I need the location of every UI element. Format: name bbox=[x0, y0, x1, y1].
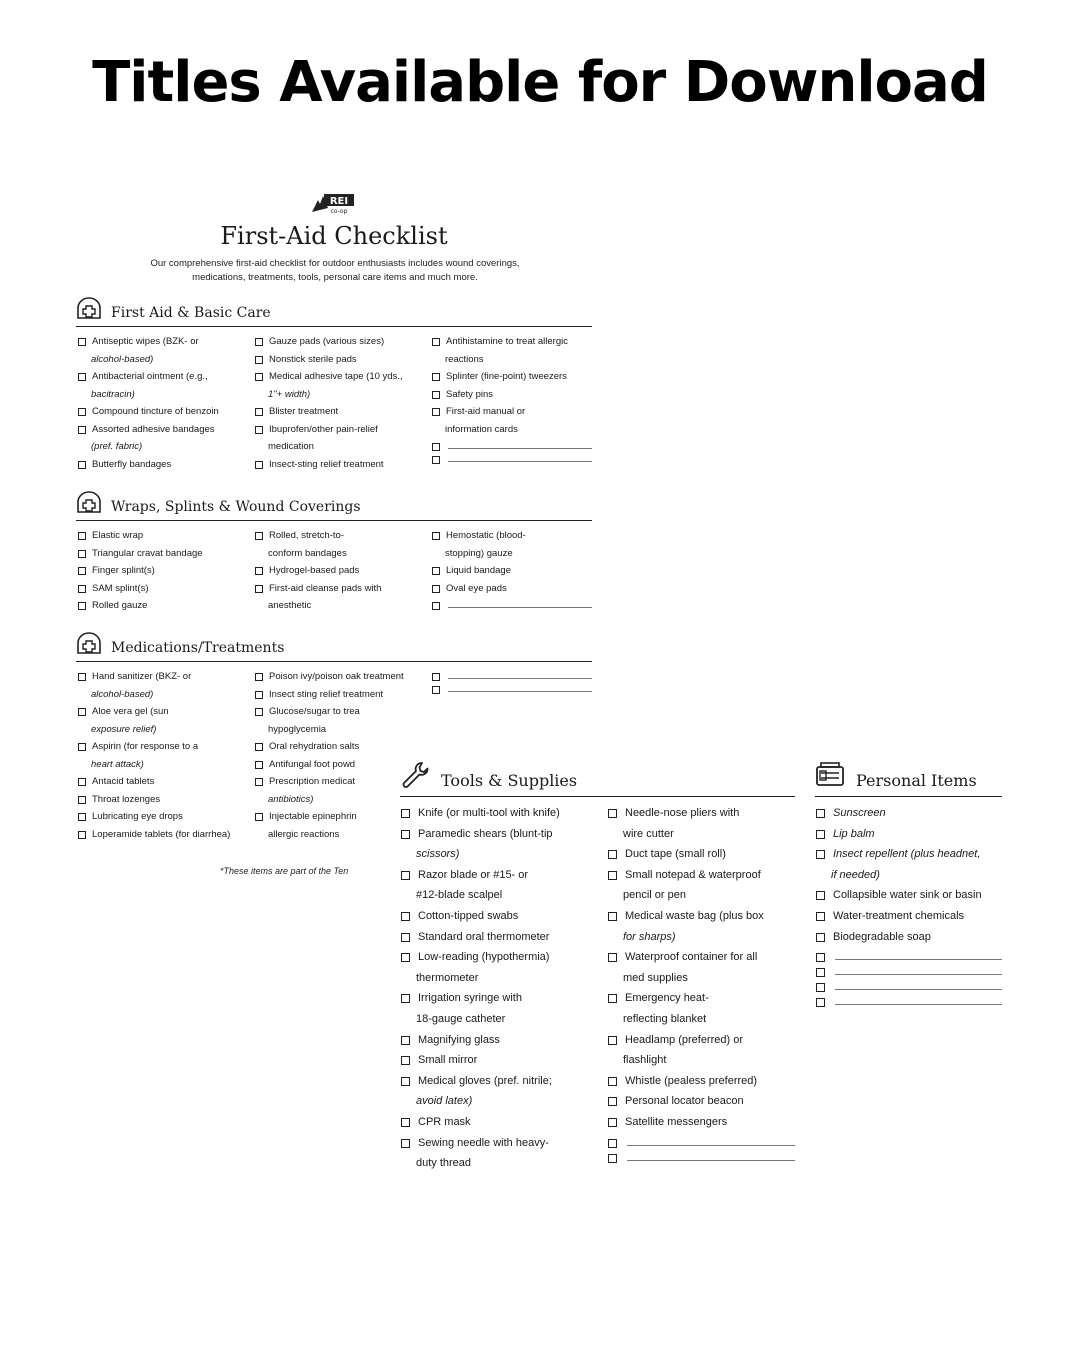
checklist-item[interactable]: Aspirin (for response to a bbox=[78, 738, 248, 756]
blank-checklist-item[interactable] bbox=[816, 962, 1002, 977]
checkbox[interactable] bbox=[401, 1056, 410, 1065]
checklist-item-cont: bacitracin) bbox=[91, 388, 135, 400]
blank-line[interactable] bbox=[835, 992, 1002, 1005]
checklist-item[interactable]: Rolled, stretch-to- bbox=[255, 527, 425, 545]
checkbox[interactable] bbox=[401, 1118, 410, 1127]
checkbox[interactable] bbox=[255, 813, 263, 821]
blank-checklist-item[interactable] bbox=[432, 451, 592, 464]
checkbox[interactable] bbox=[432, 602, 440, 610]
checklist-item[interactable]: Emergency heat- bbox=[608, 988, 795, 1009]
checkbox[interactable] bbox=[608, 1077, 617, 1086]
checklist-item-cont: wire cutter bbox=[623, 827, 674, 840]
checklist-item-cont: #12-blade scalpel bbox=[416, 889, 503, 902]
checklist-item[interactable]: Whistle (pealess preferred) bbox=[608, 1071, 795, 1092]
first-aid-kit-icon bbox=[76, 490, 102, 516]
checklist-item[interactable]: Triangular cravat bandage bbox=[78, 545, 248, 563]
checkbox[interactable] bbox=[608, 871, 617, 880]
rei-logo-icon bbox=[310, 186, 358, 216]
checklist-item[interactable]: Collapsible water sink or basin bbox=[816, 885, 1002, 906]
checkbox[interactable] bbox=[78, 550, 86, 558]
checklist-item-cont: alcohol-based) bbox=[91, 688, 154, 700]
checklist-item-cont: scissors) bbox=[416, 848, 460, 861]
checkbox[interactable] bbox=[255, 585, 263, 593]
first-aid-kit-icon bbox=[76, 296, 102, 322]
checklist-item[interactable]: Hemostatic (blood- bbox=[432, 527, 592, 545]
checkbox[interactable] bbox=[255, 567, 263, 575]
checklist-item[interactable]: Medical waste bag (plus box bbox=[608, 906, 795, 927]
checklist-item[interactable]: Cotton-tipped swabs bbox=[401, 906, 596, 927]
checkbox[interactable] bbox=[432, 443, 440, 451]
section-tools-supplies bbox=[400, 758, 795, 1183]
blank-line[interactable] bbox=[835, 977, 1002, 990]
checkbox[interactable] bbox=[78, 831, 86, 839]
checklist-item-cont: avoid latex) bbox=[416, 1095, 473, 1108]
checklist-item[interactable]: Needle-nose pliers with bbox=[608, 803, 795, 824]
checkbox[interactable] bbox=[608, 1118, 617, 1127]
section-header bbox=[400, 758, 795, 797]
checklist-item-cont: med supplies bbox=[623, 971, 688, 984]
toiletries-kit-icon bbox=[815, 760, 845, 790]
checklist-item[interactable]: Poison ivy/poison oak treatment bbox=[255, 668, 361, 686]
checkbox[interactable] bbox=[78, 673, 86, 681]
checklist-item[interactable]: Personal locator beacon bbox=[608, 1091, 795, 1112]
checklist-item[interactable]: Insect sting relief treatment bbox=[255, 686, 361, 704]
blank-checklist-item[interactable] bbox=[816, 947, 1002, 962]
checkbox[interactable] bbox=[401, 912, 410, 921]
checklist-intro: Our comprehensive first-aid checklist for outdoor enthusiasts includes wound coverings, medications, treatments, tools, personal care items and much more. bbox=[150, 258, 520, 283]
svg-text:REI: REI bbox=[329, 196, 349, 207]
checkbox[interactable] bbox=[816, 968, 825, 977]
section-header bbox=[76, 490, 592, 521]
checkbox[interactable] bbox=[255, 408, 263, 416]
svg-text:co-op: co-op bbox=[330, 208, 348, 215]
checkbox[interactable] bbox=[78, 461, 86, 469]
checkbox[interactable] bbox=[816, 850, 825, 859]
checkbox[interactable] bbox=[432, 686, 440, 694]
checkbox[interactable] bbox=[255, 338, 263, 346]
checklist-item[interactable]: Duct tape (small roll) bbox=[608, 844, 795, 865]
checkbox[interactable] bbox=[255, 532, 263, 540]
checklist-item-cont: (pref. fabric) bbox=[91, 441, 143, 452]
checkbox[interactable] bbox=[255, 373, 263, 381]
checklist-item[interactable]: Medical gloves (pref. nitrile; bbox=[401, 1071, 596, 1092]
blank-checklist-item[interactable] bbox=[432, 438, 592, 451]
checklist-item[interactable]: SAM splint(s) bbox=[78, 580, 248, 598]
checklist-item[interactable]: Antiseptic wipes (BZK- or bbox=[78, 333, 248, 351]
section-personal-items bbox=[815, 758, 1002, 1043]
checklist-item-cont: reflecting blanket bbox=[623, 1012, 707, 1025]
blank-line[interactable] bbox=[627, 1133, 795, 1146]
checklist-item-cont: conform bandages bbox=[268, 547, 347, 559]
checklist-item[interactable]: Waterproof container for all bbox=[608, 947, 795, 968]
checklist-item[interactable]: Medical adhesive tape (10 yds., bbox=[255, 368, 425, 386]
checkbox[interactable] bbox=[78, 567, 86, 575]
checkbox[interactable] bbox=[816, 830, 825, 839]
checkbox[interactable] bbox=[608, 1154, 617, 1163]
blank-line[interactable] bbox=[448, 681, 592, 692]
blank-checklist-item[interactable] bbox=[432, 668, 592, 681]
checkbox[interactable] bbox=[255, 461, 263, 469]
checkbox[interactable] bbox=[255, 426, 263, 434]
checklist-item-cont: stopping) gauze bbox=[445, 547, 513, 559]
checkbox[interactable] bbox=[78, 373, 86, 381]
checkbox[interactable] bbox=[432, 673, 440, 681]
checkbox[interactable] bbox=[816, 809, 825, 818]
checklist-item-cont: anesthetic bbox=[268, 600, 312, 611]
checkbox[interactable] bbox=[78, 813, 86, 821]
checklist-item[interactable]: Antacid tablets bbox=[78, 773, 248, 791]
checklist-item-cont: pencil or pen bbox=[623, 889, 686, 902]
checkbox[interactable] bbox=[78, 585, 86, 593]
checkbox[interactable] bbox=[401, 933, 410, 942]
checkbox[interactable] bbox=[816, 998, 825, 1007]
checkbox[interactable] bbox=[432, 373, 440, 381]
section-title: Tools & Supplies bbox=[441, 771, 578, 790]
checkbox[interactable] bbox=[432, 456, 440, 464]
checklist-item[interactable]: Low-reading (hypothermia) bbox=[401, 947, 596, 968]
checklist-item[interactable]: Safety pins bbox=[432, 386, 592, 404]
checkbox[interactable] bbox=[78, 338, 86, 346]
checklist-item-cont: 1"+ width) bbox=[268, 388, 311, 400]
checkbox[interactable] bbox=[816, 912, 825, 921]
checkbox[interactable] bbox=[608, 1097, 617, 1106]
blank-line[interactable] bbox=[448, 438, 592, 449]
blank-checklist-item[interactable] bbox=[816, 977, 1002, 992]
checkbox[interactable] bbox=[401, 994, 410, 1003]
checkbox[interactable] bbox=[255, 761, 263, 769]
checkbox[interactable] bbox=[432, 567, 440, 575]
section-header bbox=[815, 758, 1002, 797]
checklist-item-cont: alcohol-based) bbox=[91, 353, 154, 365]
checklist-item[interactable]: Finger splint(s) bbox=[78, 562, 248, 580]
checklist-item[interactable]: Elastic wrap bbox=[78, 527, 248, 545]
section-wraps-splints bbox=[76, 490, 592, 619]
checklist-item[interactable]: CPR mask bbox=[401, 1112, 596, 1133]
checklist-item[interactable]: Hydrogel-based pads bbox=[255, 562, 425, 580]
checklist-item[interactable]: Water-treatment chemicals bbox=[816, 906, 1002, 927]
section-title: Personal Items bbox=[856, 771, 977, 790]
checkbox[interactable] bbox=[401, 1036, 410, 1045]
checklist-item[interactable]: Nonstick sterile pads bbox=[255, 351, 425, 369]
checklist-item-cont: 18-gauge catheter bbox=[416, 1012, 506, 1025]
checklist-item[interactable]: Lip balm bbox=[816, 824, 1002, 845]
checklist-item[interactable]: Ibuprofen/other pain-relief bbox=[255, 421, 425, 439]
footnote: *These items are part of the Ten bbox=[220, 866, 349, 876]
checklist-item[interactable]: First-aid manual or bbox=[432, 403, 592, 421]
checklist-item[interactable]: Antifungal foot powd bbox=[255, 756, 361, 774]
checklist-item[interactable]: Antibacterial ointment (e.g., bbox=[78, 368, 248, 386]
checklist-item-cont: for sharps) bbox=[623, 930, 676, 943]
checkbox[interactable] bbox=[255, 356, 263, 364]
blank-line[interactable] bbox=[448, 668, 592, 679]
checklist-item[interactable]: Paramedic shears (blunt-tip bbox=[401, 824, 596, 845]
checkbox[interactable] bbox=[255, 778, 263, 786]
checklist-item[interactable]: Splinter (fine-point) tweezers bbox=[432, 368, 592, 386]
checklist-item[interactable]: Glucose/sugar to trea bbox=[255, 703, 361, 721]
section-title: Wraps, Splints & Wound Coverings bbox=[111, 499, 361, 515]
checklist-item[interactable]: Sunscreen bbox=[816, 803, 1002, 824]
checkbox[interactable] bbox=[608, 809, 617, 818]
checkbox[interactable] bbox=[816, 933, 825, 942]
checkbox[interactable] bbox=[432, 408, 440, 416]
checklist-item[interactable]: Small mirror bbox=[401, 1050, 596, 1071]
checklist-item[interactable]: Razor blade or #15- or bbox=[401, 865, 596, 886]
checklist-item[interactable]: Oral rehydration salts bbox=[255, 738, 361, 756]
checklist-item[interactable]: Irrigation syringe with bbox=[401, 988, 596, 1009]
section-header bbox=[76, 296, 592, 327]
checkbox[interactable] bbox=[432, 532, 440, 540]
checkbox[interactable] bbox=[401, 809, 410, 818]
checklist-item[interactable]: Satellite messengers bbox=[608, 1112, 795, 1133]
checkbox[interactable] bbox=[401, 1077, 410, 1086]
checkbox[interactable] bbox=[608, 912, 617, 921]
checkbox[interactable] bbox=[816, 983, 825, 992]
checklist-item[interactable]: Headlamp (preferred) or bbox=[608, 1030, 795, 1051]
checkbox[interactable] bbox=[608, 850, 617, 859]
blank-checklist-item[interactable] bbox=[816, 992, 1002, 1007]
checklist-item-cont: heart attack) bbox=[91, 758, 144, 770]
checklist-item[interactable]: Butterfly bandages bbox=[78, 456, 248, 474]
blank-line[interactable] bbox=[835, 947, 1002, 960]
checkbox[interactable] bbox=[78, 708, 86, 716]
checkbox[interactable] bbox=[78, 743, 86, 751]
checklist-item[interactable]: Insect repellent (plus headnet, bbox=[816, 844, 1002, 865]
checkbox[interactable] bbox=[78, 532, 86, 540]
checklist-item-cont: duty thread bbox=[416, 1157, 472, 1170]
checkbox[interactable] bbox=[608, 994, 617, 1003]
checklist-item[interactable]: Knife (or multi-tool with knife) bbox=[401, 803, 596, 824]
checkbox[interactable] bbox=[78, 426, 86, 434]
blank-checklist-item[interactable] bbox=[432, 597, 592, 610]
checklist-title: First-Aid Checklist bbox=[220, 222, 448, 250]
checkbox[interactable] bbox=[432, 391, 440, 399]
checklist-item[interactable]: Sewing needle with heavy- bbox=[401, 1133, 596, 1154]
checkbox[interactable] bbox=[608, 1139, 617, 1148]
checklist-item[interactable]: First-aid cleanse pads with bbox=[255, 580, 425, 598]
section-title: Medications/Treatments bbox=[111, 640, 285, 656]
checklist-item[interactable]: Throat lozenges bbox=[78, 791, 248, 809]
blank-line[interactable] bbox=[835, 962, 1002, 975]
checklist-item-cont: hypoglycemia bbox=[268, 723, 327, 735]
checkbox[interactable] bbox=[608, 953, 617, 962]
checklist-item-cont: allergic reactions bbox=[268, 828, 340, 840]
checkbox[interactable] bbox=[608, 1036, 617, 1045]
checkbox[interactable] bbox=[78, 778, 86, 786]
blank-checklist-item[interactable] bbox=[608, 1148, 795, 1163]
checklist-item-cont: reactions bbox=[445, 353, 484, 365]
checkbox[interactable] bbox=[401, 1139, 410, 1148]
checklist-item[interactable]: Compound tincture of benzoin bbox=[78, 403, 248, 421]
checklist-item[interactable]: Assorted adhesive bandages bbox=[78, 421, 248, 439]
checkbox[interactable] bbox=[401, 830, 410, 839]
checkbox[interactable] bbox=[816, 953, 825, 962]
checklist-item-cont: medication bbox=[268, 441, 314, 452]
checkbox[interactable] bbox=[255, 691, 263, 699]
blank-line[interactable] bbox=[448, 597, 592, 608]
checklist-item[interactable]: Aloe vera gel (sun bbox=[78, 703, 248, 721]
checklist-item[interactable]: Loperamide tablets (for diarrhea) bbox=[78, 826, 248, 844]
section-title: First Aid & Basic Care bbox=[111, 305, 271, 321]
checklist-item[interactable]: Injectable epinephrin bbox=[255, 808, 361, 826]
checkbox[interactable] bbox=[432, 338, 440, 346]
checkbox[interactable] bbox=[255, 708, 263, 716]
checklist-item[interactable]: Blister treatment bbox=[255, 403, 425, 421]
checklist-item[interactable]: Small notepad & waterproof bbox=[608, 865, 795, 886]
checkbox[interactable] bbox=[78, 602, 86, 610]
checklist-item[interactable]: Oval eye pads bbox=[432, 580, 592, 598]
section-first-aid bbox=[76, 296, 592, 481]
checkbox[interactable] bbox=[78, 408, 86, 416]
wrench-icon bbox=[400, 760, 430, 790]
blank-checklist-item[interactable] bbox=[432, 681, 592, 694]
checklist-item-cont: thermometer bbox=[416, 971, 479, 984]
page-banner-title: Titles Available for Download bbox=[92, 50, 988, 115]
checklist-item-cont: if needed) bbox=[831, 868, 880, 881]
checklist-item[interactable]: Rolled gauze bbox=[78, 597, 248, 615]
checklist-item[interactable]: Magnifying glass bbox=[401, 1030, 596, 1051]
first-aid-kit-icon bbox=[76, 631, 102, 657]
checkbox[interactable] bbox=[401, 871, 410, 880]
checklist-item[interactable]: Hand sanitizer (BKZ- or bbox=[78, 668, 248, 686]
checklist-item-cont: information cards bbox=[445, 423, 518, 435]
section-header bbox=[76, 631, 592, 662]
checklist-item-cont: exposure relief) bbox=[91, 723, 157, 735]
checkbox[interactable] bbox=[255, 673, 263, 681]
checkbox[interactable] bbox=[78, 796, 86, 804]
checklist-item[interactable]: Gauze pads (various sizes) bbox=[255, 333, 425, 351]
checklist-item[interactable]: Antihistamine to treat allergic bbox=[432, 333, 592, 351]
blank-line[interactable] bbox=[627, 1148, 795, 1161]
checkbox[interactable] bbox=[401, 953, 410, 962]
checklist-item[interactable]: Insect-sting relief treatment bbox=[255, 456, 425, 474]
blank-checklist-item[interactable] bbox=[608, 1133, 795, 1148]
checklist-item-cont: flashlight bbox=[623, 1054, 667, 1067]
checklist-item[interactable]: Biodegradable soap bbox=[816, 927, 1002, 948]
checkbox[interactable] bbox=[816, 891, 825, 900]
checklist-item[interactable]: Standard oral thermometer bbox=[401, 927, 596, 948]
blank-line[interactable] bbox=[448, 451, 592, 462]
checklist-item[interactable]: Liquid bandage bbox=[432, 562, 592, 580]
checkbox[interactable] bbox=[432, 585, 440, 593]
checkbox[interactable] bbox=[255, 743, 263, 751]
checklist-item[interactable]: Lubricating eye drops bbox=[78, 808, 248, 826]
checklist-item[interactable]: Prescription medicat bbox=[255, 773, 361, 791]
checklist-item-cont: antibiotics) bbox=[268, 793, 314, 805]
